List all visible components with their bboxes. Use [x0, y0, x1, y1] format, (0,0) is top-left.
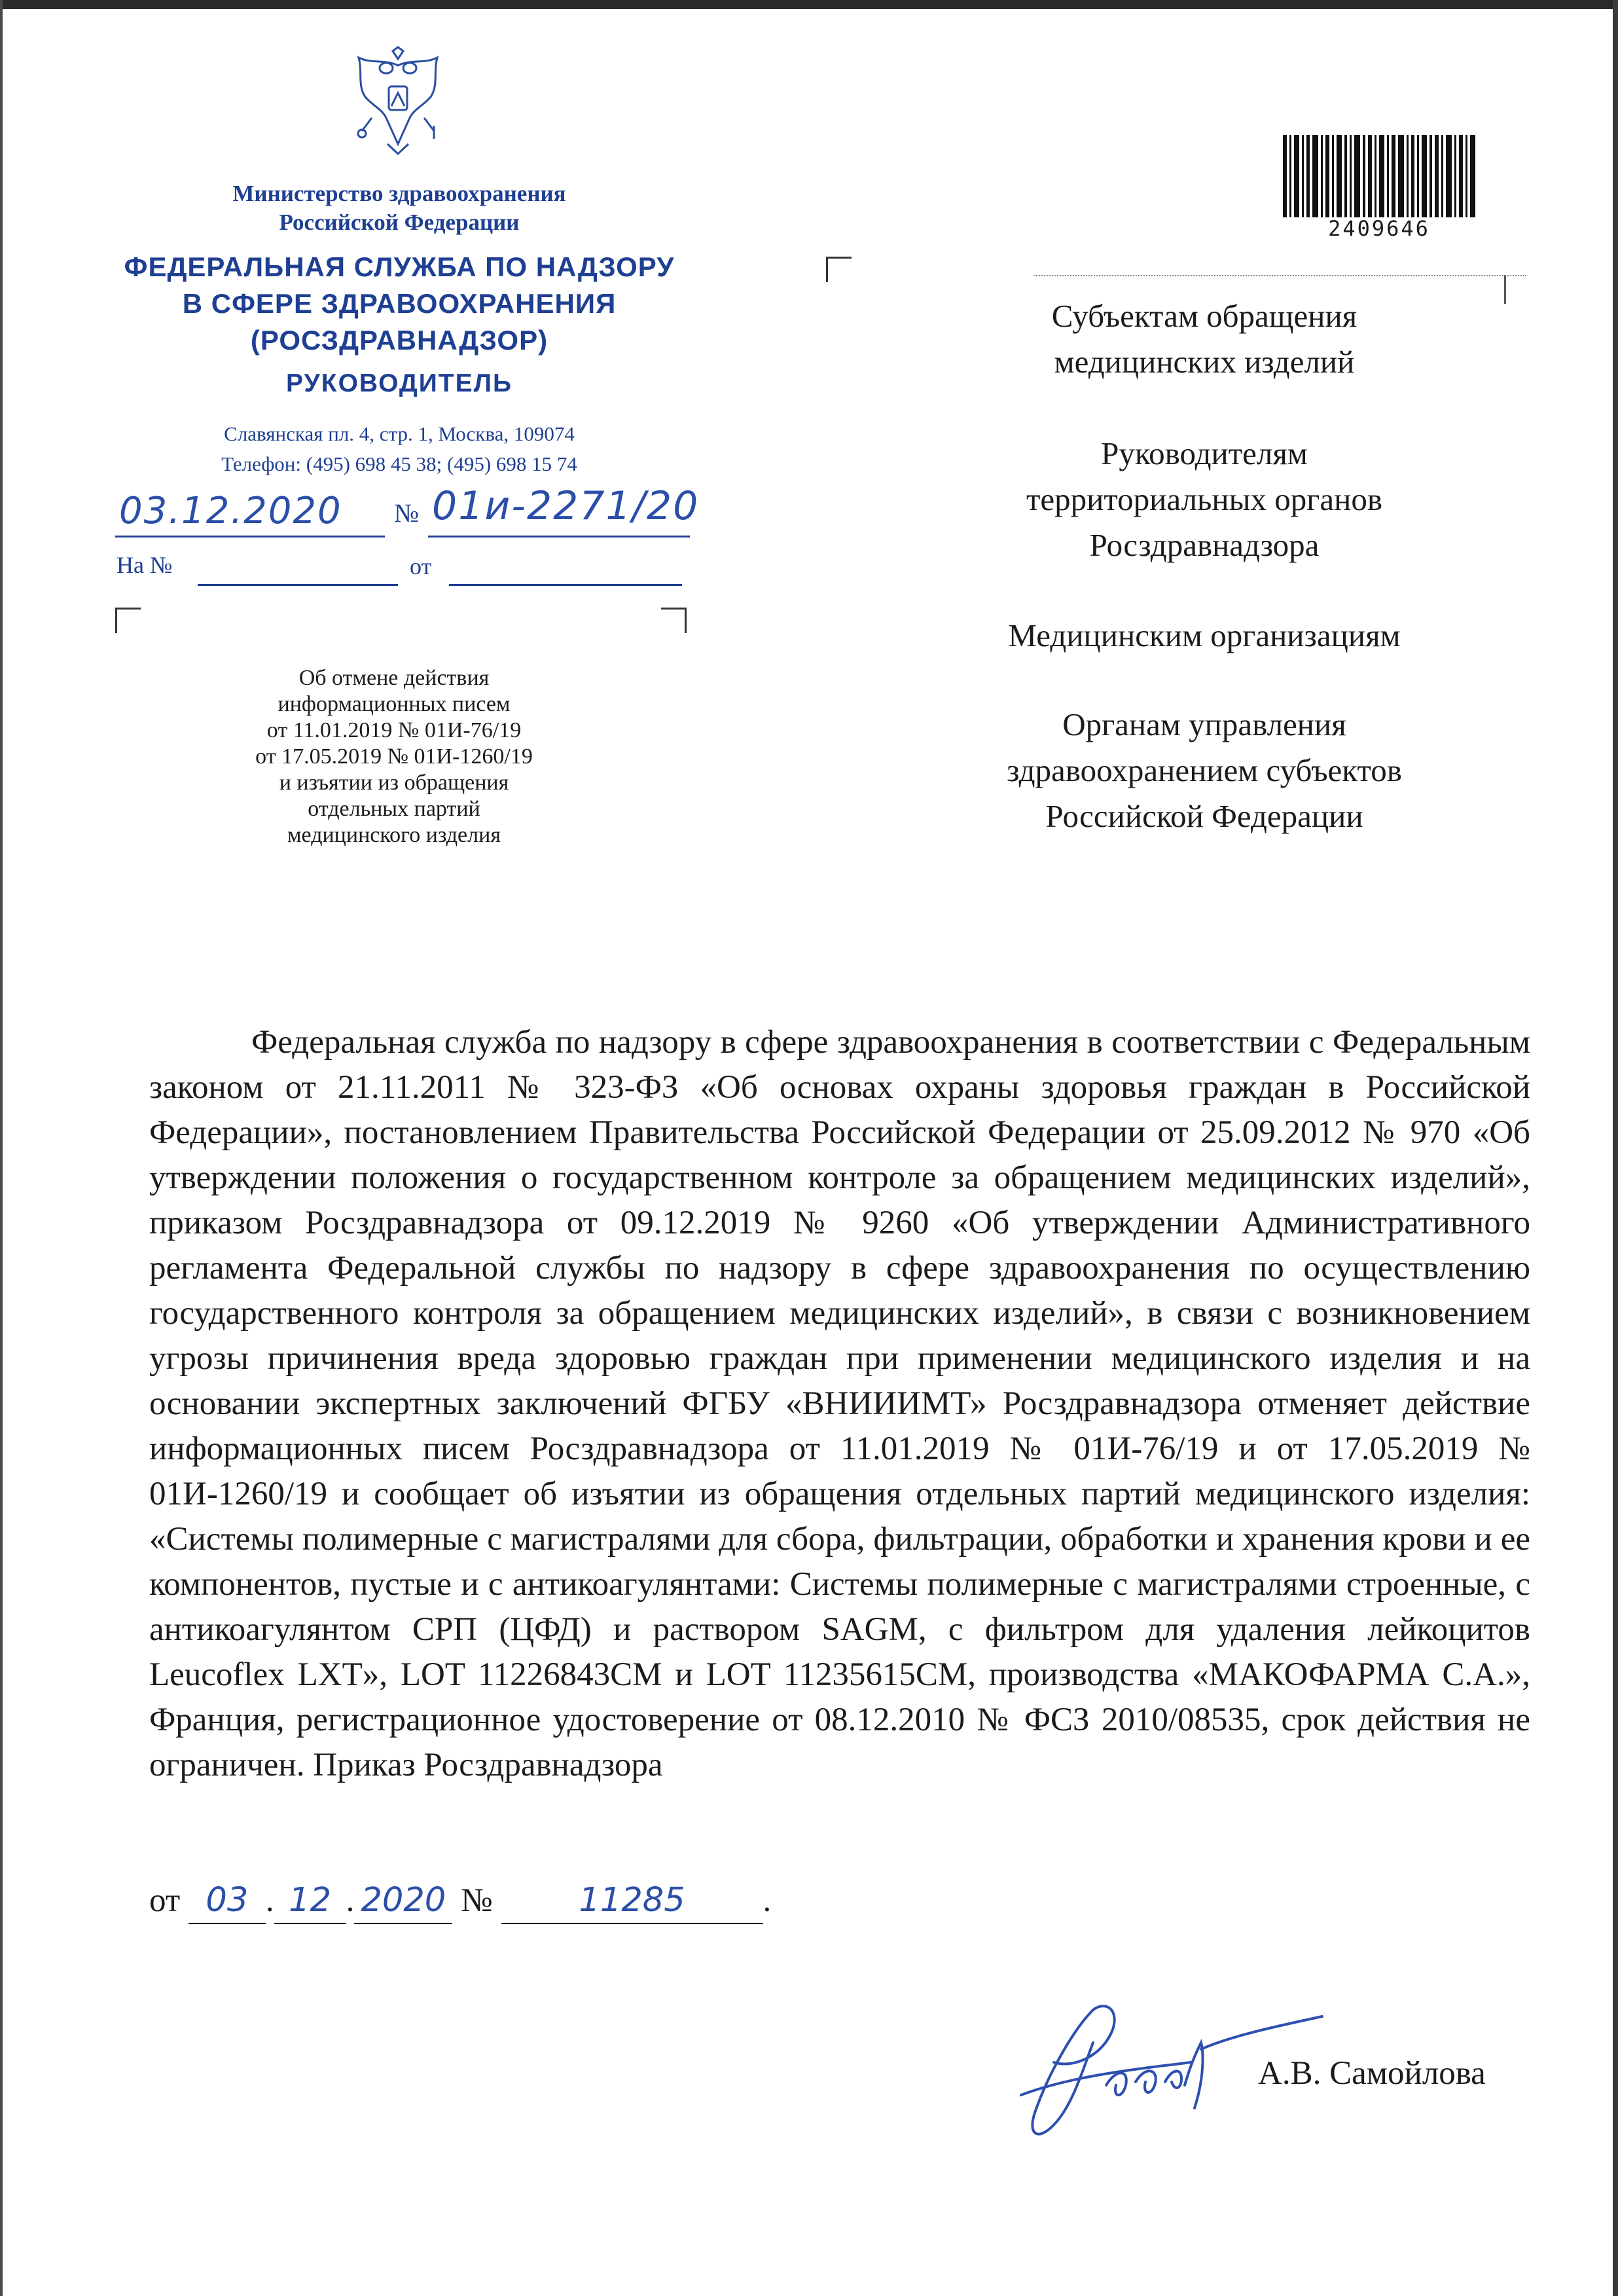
scan-left-edge	[0, 0, 3, 2296]
subject-line4: от 17.05.2019 № 01И-1260/19	[255, 744, 533, 769]
addressee-3	[916, 613, 1492, 659]
letter-subject	[191, 665, 597, 848]
addressee-2	[916, 431, 1492, 568]
subject-line6: отдельных партий	[308, 797, 480, 821]
org-phone: Телефон: (495) 698 45 38; (495) 698 15 74	[221, 452, 577, 475]
org-address: Славянская пл. 4, стр. 1, Москва, 109074	[224, 422, 575, 445]
scan-top-edge	[0, 0, 1618, 9]
subject-line3: от 11.01.2019 № 01И-76/19	[266, 718, 522, 742]
registration-number: 01и-2271/20	[432, 483, 700, 529]
addressee-2-line3: Росздравнадзора	[1089, 527, 1320, 563]
addressee-4-line3: Российской Федерации	[1045, 798, 1363, 834]
order-year: 2020	[354, 1878, 452, 1924]
letter-body: Федеральная служба по надзору в сфере здравоохранения в соответствии с Федеральным законом от 21.11.2011 № 323-ФЗ «Об основах охраны здоровья граждан в Российской Федерации», постановлением Правительства Российской Федерации от 25.09.2012 № 970 «Об утверждении положения о государственном контроле за обращением медицинских изделий», приказом Росздравнадзора от 09.12.2019 № 9260 «Об утверждении Административного регламента Федеральной службы по надзору в сфере здравоохранения по осуществлению государственного контроля за обращением медицинских изделий», в связи с возникновением угрозы причинения вреда здоровью граждан при применении медицинского изделия и на основании экспертных заключений ФГБУ «ВНИИИМТ» Росздравнадзора отменяет действие информационных писем Росздравнадзора от 11.01.2019 № 01И-76/19 и от 17.05.2019 № 01И-1260/19 и сообщает об изъятии из обращения отдельных партий медицинского изделия: «Системы полимерные с магистралями для сбора, фильтрации, обработки и хранения крови и ее компонентов, пустые и с антикоагулянтами: Системы полимерные с магистралями строенные, с антикоагулянтом СРП (ЦФД) и раствором SAGM, с фильтром для удаления лейкоцитов Leucoflex LXT», LOT 11226843CM и LOT 11235615CM, производства «МАКОФАРМА С.А.», Франция, регистрационное удостоверение от 08.12.2010 № ФСЗ 2010/08535, срок действия не ограничен. Приказ Росздравнадзора	[149, 1024, 1530, 1783]
signer-name: А.В. Самойлова	[1258, 2055, 1486, 2092]
order-end: .	[763, 1882, 772, 1919]
service-line2: В СФЕРЕ ЗДРАВООХРАНЕНИЯ	[182, 288, 617, 319]
subject-corner-right	[661, 608, 687, 633]
subject-line7: медицинского изделия	[287, 823, 501, 847]
subject-line2: информационных писем	[278, 692, 511, 716]
service-line3: (РОСЗДРАВНАДЗОР)	[250, 325, 548, 355]
head-title: РУКОВОДИТЕЛЬ	[286, 369, 512, 397]
barcode-number: 2409646	[1328, 216, 1430, 241]
subject-line5: и изъятии из обращения	[279, 771, 509, 795]
subject-line1: Об отмене действия	[298, 666, 490, 690]
registration-number-line	[428, 536, 690, 538]
addressee-4-line2: здравоохранением субъектов	[1007, 752, 1402, 788]
ministry-line1: Министерство здравоохранения	[232, 181, 566, 206]
order-from-label: от	[149, 1882, 181, 1919]
order-number-sign: №	[461, 1882, 493, 1919]
registration-date: 03.12.2020	[119, 490, 342, 532]
order-month: 12	[274, 1878, 346, 1924]
addressee-4	[916, 702, 1492, 839]
order-number: 11285	[501, 1878, 763, 1924]
addressee-separator	[1034, 275, 1526, 276]
reply-from-label: от	[410, 553, 432, 579]
addressee-1	[916, 293, 1492, 385]
addressee-corner-left	[826, 257, 852, 282]
order-reference: от 03 . 12 . 2020 № 11285 .	[149, 1878, 771, 1924]
coat-of-arms-icon	[346, 46, 450, 157]
addressee-1-line2: медицинских изделий	[1054, 344, 1355, 380]
reply-from-date-line	[449, 584, 682, 586]
ministry-line2: Российской Федерации	[279, 210, 520, 235]
addressee-3-line1: Медицинским организациям	[1008, 617, 1401, 653]
service-name	[105, 249, 694, 359]
reply-to-label: На №	[117, 552, 173, 578]
registration-number-sign: №	[394, 498, 420, 528]
addressee-2-line1: Руководителям	[1101, 435, 1308, 471]
subject-corner-left	[115, 608, 141, 633]
addressee-corner-right	[1504, 275, 1506, 304]
service-line1: ФЕДЕРАЛЬНАЯ СЛУЖБА ПО НАДЗОРУ	[124, 251, 675, 282]
ministry-name	[105, 179, 694, 237]
scan-right-edge	[1613, 0, 1618, 2296]
registration-date-line	[115, 536, 385, 538]
addressee-4-line1: Органам управления	[1062, 706, 1346, 742]
org-contacts	[105, 419, 694, 479]
barcode-icon	[1282, 135, 1477, 217]
addressee-1-line1: Субъектам обращения	[1051, 298, 1357, 334]
addressee-2-line2: территориальных органов	[1026, 481, 1382, 517]
order-day: 03	[189, 1878, 266, 1924]
reply-to-number-line	[198, 584, 398, 586]
